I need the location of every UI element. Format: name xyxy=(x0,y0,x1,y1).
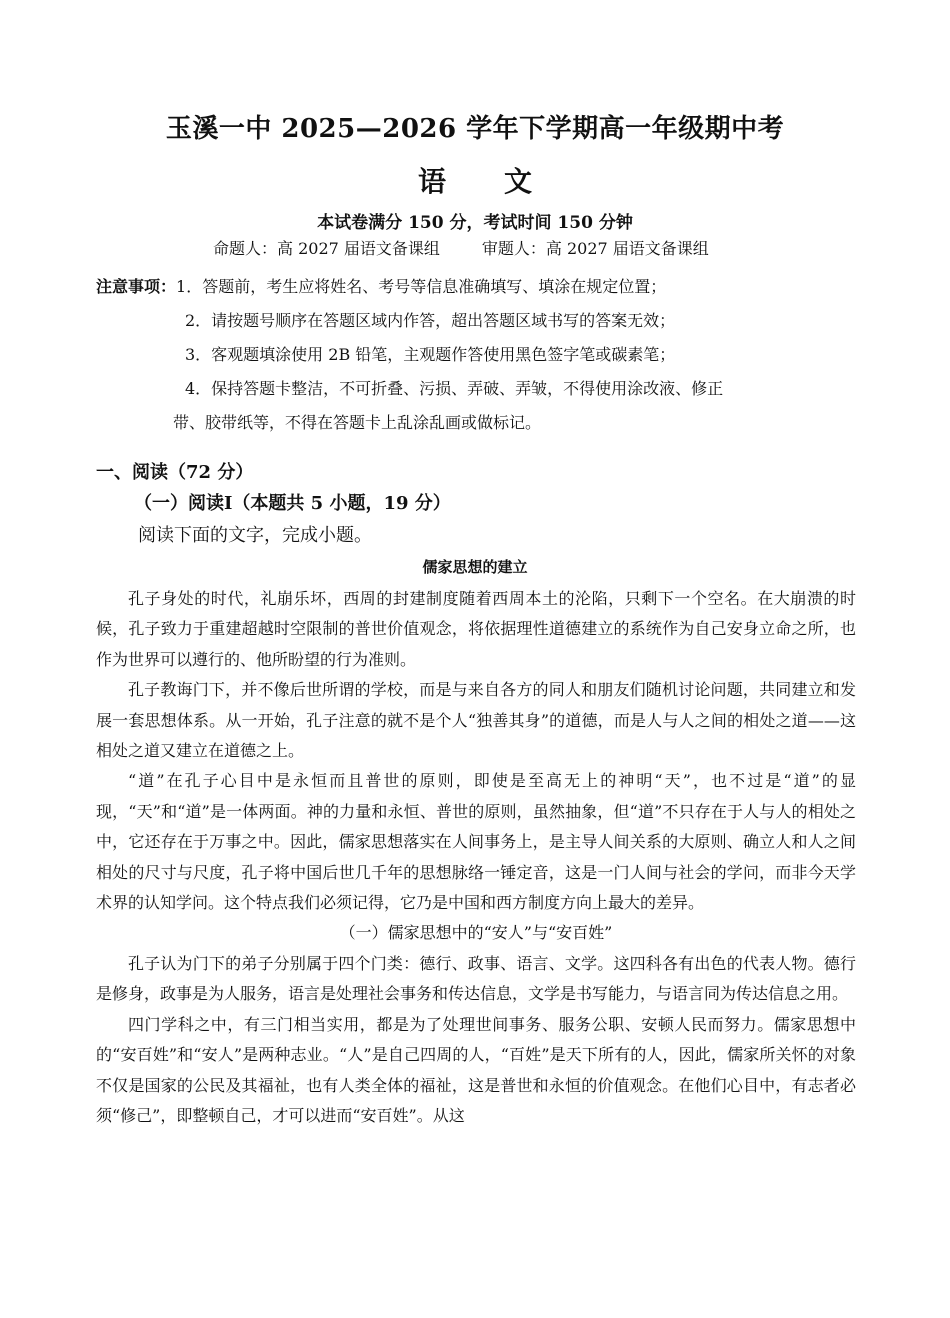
article-paragraph: “道”在孔子心目中是永恒而且普世的原则，即使是至高无上的神明“天”，也不过是“道”的显现，“天”和“道”是一体两面。神的力量和永恒、普世的原则，虽然抽象，但“道”不只存在于人与人的相处之中，它还存在于万事之中。因此，儒家思想落实在人间事务上，是主导人间关系的大原则、确立人和人之间相处的尺寸与尺度，孔子将中国后世几千年的思想脉络一锤定音，这是一门人间与社会的学问，而非今天学术界的认知学问。这个特点我们必须记得，它乃是中国和西方制度方向上最大的差异。 xyxy=(96,771,856,913)
article-paragraph: 孔子身处的时代，礼崩乐坏，西周的封建制度随着西周本土的沦陷，只剩下一个空名。在大崩溃的时候，孔子致力于重建超越时空限制的普世价值观念，将依据理性道德建立的系统作为自己安身立命之所，也作为世界可以遵行的、他所盼望的行为准则。 xyxy=(96,589,856,669)
subject-char-2: 文 xyxy=(504,165,533,198)
notice-item: 2．请按题号顺序在答题区域内作答，超出答题区域书写的答案无效； xyxy=(185,311,676,330)
notice-item: 1．答题前，考生应将姓名、考号等信息准确填写、填涂在规定位置； xyxy=(176,277,667,296)
article-paragraph: 四门学科之中，有三门相当实用，都是为了处理世间事务、服务公职、安顿人民而努力。儒家思想中的“安百姓”和“安人”是两种志业。“人”是自己四周的人，“百姓”是天下所有的人，因此，儒家所关怀的对象不仅是国家的公民及其福祉，也有人类全体的福祉，这是普世和永恒的价值观念。在他们心目中，有志者必须“修己”，即整顿自己，才可以进而“安百姓”。从这 xyxy=(96,1014,856,1125)
notice-block xyxy=(96,270,723,440)
notice-item: 3．客观题填涂使用 2B 铅笔，主观题作答使用黑色签字笔或碳素笔； xyxy=(185,345,676,364)
subject-title xyxy=(0,160,950,200)
subject-char-1: 语 xyxy=(417,165,446,198)
section-heading: 一、阅读（72 分） xyxy=(96,462,254,483)
notice-item: 4．保持答题卡整洁，不可折叠、污损、弄破、弄皱，不得使用涂改液、修正 xyxy=(185,379,724,398)
subsection-heading: （一）阅读Ⅰ（本题共 5 小题，19 分） xyxy=(134,493,451,514)
instruction: 阅读下面的文字，完成小题。 xyxy=(138,525,372,546)
article-title: 儒家思想的建立 xyxy=(422,558,528,576)
article-paragraph: 孔子教诲门下，并不像后世所谓的学校，而是与来自各方的同人和朋友们随机讨论问题，共同建立和发展一套思想体系。从一开始，孔子注意的就不是个人“独善其身”的道德，而是人与人之间的相处之道——这相处之道又建立在道德之上。 xyxy=(96,680,856,761)
exam-authors xyxy=(213,236,709,259)
article-paragraph: 孔子认为门下的弟子分别属于四个门类：德行、政事、语言、文学。这四科各有出色的代表人物。德行是修身，政事是为人服务，语言是处理社会事务和传达信息，文学是书写能力，与语言同为传达信息之用。 xyxy=(96,953,856,1004)
notice-label: 注意事项： xyxy=(96,277,177,296)
setter: 命题人：高 2027 届语文备课组 xyxy=(213,239,440,258)
exam-info: 本试卷满分 150 分，考试时间 150 分钟 xyxy=(317,213,633,233)
article-body xyxy=(96,584,856,1131)
exam-title: 玉溪一中 2025—2026 学年下学期高一年级期中考 xyxy=(165,114,785,144)
article-subheading: （一）儒家思想中的“安人”与“安百姓” xyxy=(339,923,613,943)
reviewer: 审题人：高 2027 届语文备课组 xyxy=(481,239,709,258)
notice-item: 带、胶带纸等，不得在答题卡上乱涂乱画或做标记。 xyxy=(173,413,542,432)
